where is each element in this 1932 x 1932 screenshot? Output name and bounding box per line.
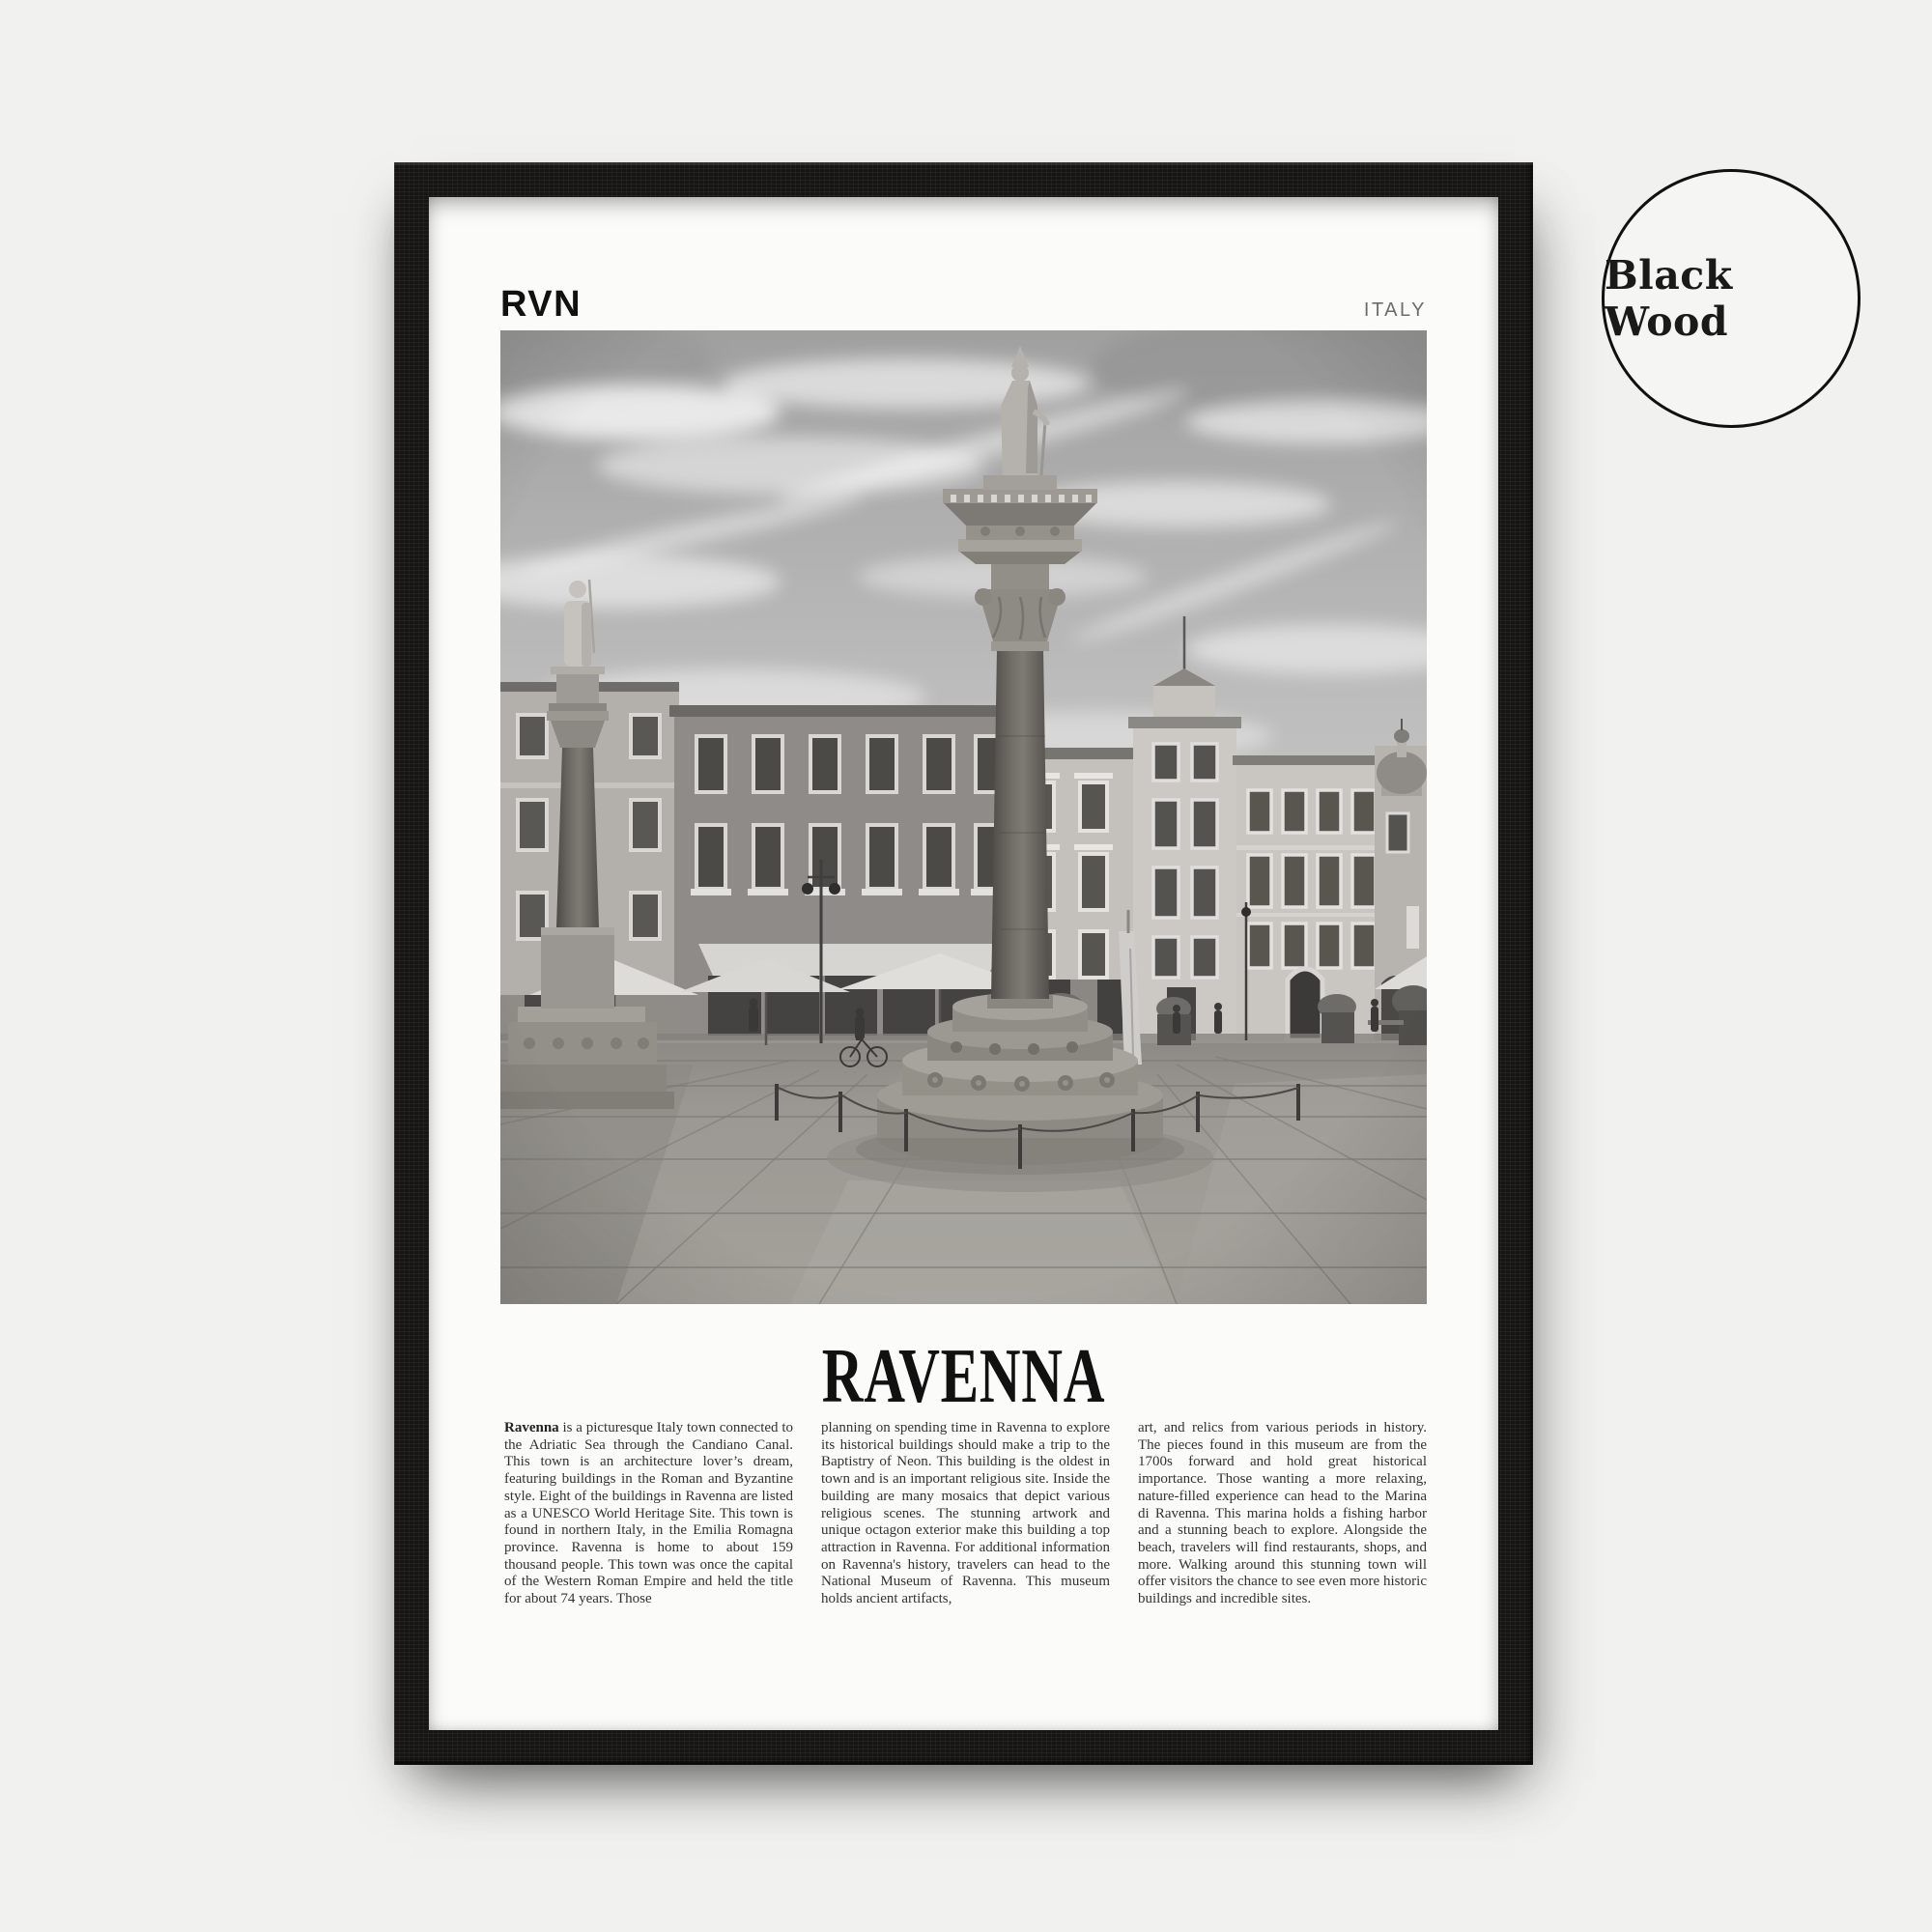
city-title: RAVENNA xyxy=(821,1334,1106,1419)
article-column-1 xyxy=(504,1420,793,1608)
piazza-illustration xyxy=(500,330,1427,1304)
city-photo xyxy=(500,330,1427,1304)
poster-header xyxy=(500,284,1427,325)
article xyxy=(504,1420,1427,1608)
picture-frame xyxy=(394,162,1533,1765)
travel-poster xyxy=(429,197,1498,1730)
country-label: ITALY xyxy=(1363,299,1427,321)
article-lead-word: Ravenna xyxy=(504,1420,559,1435)
frame-style-label: Black Wood xyxy=(1605,252,1733,345)
frame-style-badge xyxy=(1602,169,1861,428)
article-column-1-text: is a picturesque Italy town connected to the Adriatic Sea through the Candiano Canal. This town is an architecture lover’s dream, featuring buildings in the Roman and Byzantine style. Eight of the buildings in Ravenna are listed as a UNESCO World Heritage Site. This town is found in northern Italy, in the Emilia Romagna province. Ravenna is home to about 159 thousand people. This town was once the capital of the Western Roman Empire and held the title for about 74 years. Those xyxy=(504,1420,793,1607)
article-column-2: planning on spending time in Ravenna to explore its historical buildings should make a trip to the Baptistry of Neon. This building is the oldest in town and is an important religious site. Inside the building are many mosaics that depict various religious scenes. The stunning artwork and unique octagon exterior make this building a top attraction in Ravenna. For additional information on Ravenna's history, travelers can head to the National Museum of Ravenna. This museum holds ancient artifacts, xyxy=(821,1420,1110,1607)
city-abbreviation: RVN xyxy=(500,284,582,325)
article-column-3: art, and relics from various periods in history. The pieces found in this museum are from the 1700s forward and hold great historical importance. Those wanting a more relaxing, nature-filled experience can head to the Marina di Ravenna. This marina holds a fishing harbor and a stunning beach to explore. Alongside the beach, travelers will find restaurants, shops, and more. Walking around this stunning town will offer visitors the chance to see even more historic buildings and incredible sites. xyxy=(1138,1420,1427,1607)
